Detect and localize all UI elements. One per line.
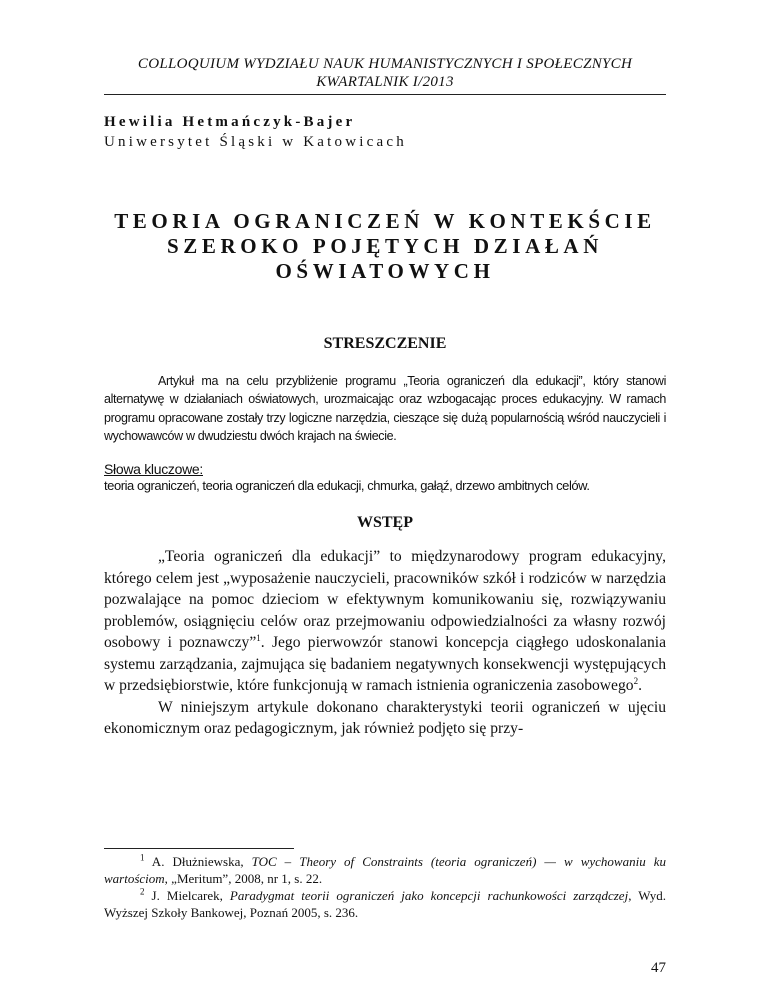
title-line-2: SZEROKO POJĘTYCH DZIAŁAŃ: [167, 234, 603, 258]
paragraph-text: „Teoria ograniczeń dla edukacji” to międzynarodowy program edukacyjny, którego celem jest „wyposażenie nauczycieli, pracowników szkół i rodziców w narzędzia pozwalające na pomoc dzieciom w efektywnym komunikowaniu się, rozwiązywaniu problemów, osiągnięciu celów oraz przejmowaniu odpowiedzialności za własny rozwój osobowy i poznawczy”: [104, 548, 666, 651]
journal-issue: KWARTALNIK I/2013: [316, 74, 454, 90]
footnote: [104, 887, 666, 921]
abstract-text: Artykuł ma na celu przybliżenie programu „Teoria ograniczeń dla edukacji”, który stanowi alternatywę w działaniach oświatowych, urozmaicając oraz wzbogacając proces edukacyjny. W ramach programu opracowane zostały trzy logiczne narzędzia, cieszące się dużą popularnością wśród nauczycieli i wychowawców w dwudziestu dwóch krajach na świecie.: [104, 374, 666, 443]
page-number: 47: [651, 960, 666, 976]
footnote-rule: [104, 848, 294, 849]
footnote-number: 2: [140, 886, 145, 897]
footnote-text: J. Mielcarek,: [144, 888, 230, 903]
footnote-text: A. Dłużniewska,: [144, 854, 252, 869]
paragraph: [104, 546, 666, 697]
author-affiliation: Uniwersytet Śląski w Katowicach: [104, 134, 407, 150]
title-line-1: TEORIA OGRANICZEŃ W KONTEKŚCIE: [114, 209, 656, 233]
footnote-number: 1: [140, 852, 145, 863]
header-rule: [104, 94, 666, 95]
footnote-text: , „Meritum”, 2008, nr 1, s. 22.: [164, 871, 323, 886]
footnotes: [104, 853, 666, 921]
title-line-3: OŚWIATOWYCH: [275, 259, 495, 283]
footnote: [104, 853, 666, 887]
footnote-ref: 2: [633, 675, 639, 686]
paragraph: W niniejszym artykule dokonano charakterystyki teorii ograniczeń w ujęciu ekonomicznym oraz pedagogicznym, jak również podjęto się przy-: [104, 698, 666, 737]
paragraph-text: . Jego pierwowzór stanowi koncepcja ciągłego udoskonalania systemu zarządzania, zajmująca się badaniem negatywnych konsekwencji występujących w przedsiębiorstwie, które funkcjonują w ramach istnienia ograniczenia zasobowego: [104, 634, 666, 694]
paragraph-text: .: [638, 677, 642, 694]
footnote-title: TOC – Theory of Constraints (teoria ograniczeń) — w wychowaniu ku wartościom: [104, 854, 666, 886]
author-name: Hewilia Hetmańczyk-Bajer: [104, 114, 356, 130]
keywords-label: Słowa kluczowe:: [104, 461, 203, 477]
keywords-text: teoria ograniczeń, teoria ograniczeń dla edukacji, chmurka, gałąź, drzewo ambitnych celów.: [104, 478, 590, 493]
footnote-title: Paradygmat teorii ograniczeń jako koncepcji rachunkowości zarządczej: [229, 888, 629, 903]
running-head: [104, 55, 666, 91]
body-text: [104, 546, 666, 740]
intro-heading: WSTĘP: [356, 514, 413, 531]
abstract-heading: STRESZCZENIE: [323, 335, 447, 352]
footnote-ref: 1: [256, 632, 261, 643]
journal-name: COLLOQUIUM WYDZIAŁU NAUK HUMANISTYCZNYCH I SPOŁECZNYCH: [137, 56, 633, 72]
footnote-text: , Wyd. Wyższej Szkoły Bankowej, Poznań 2005, s. 236.: [104, 888, 666, 920]
article-title: [104, 209, 666, 284]
